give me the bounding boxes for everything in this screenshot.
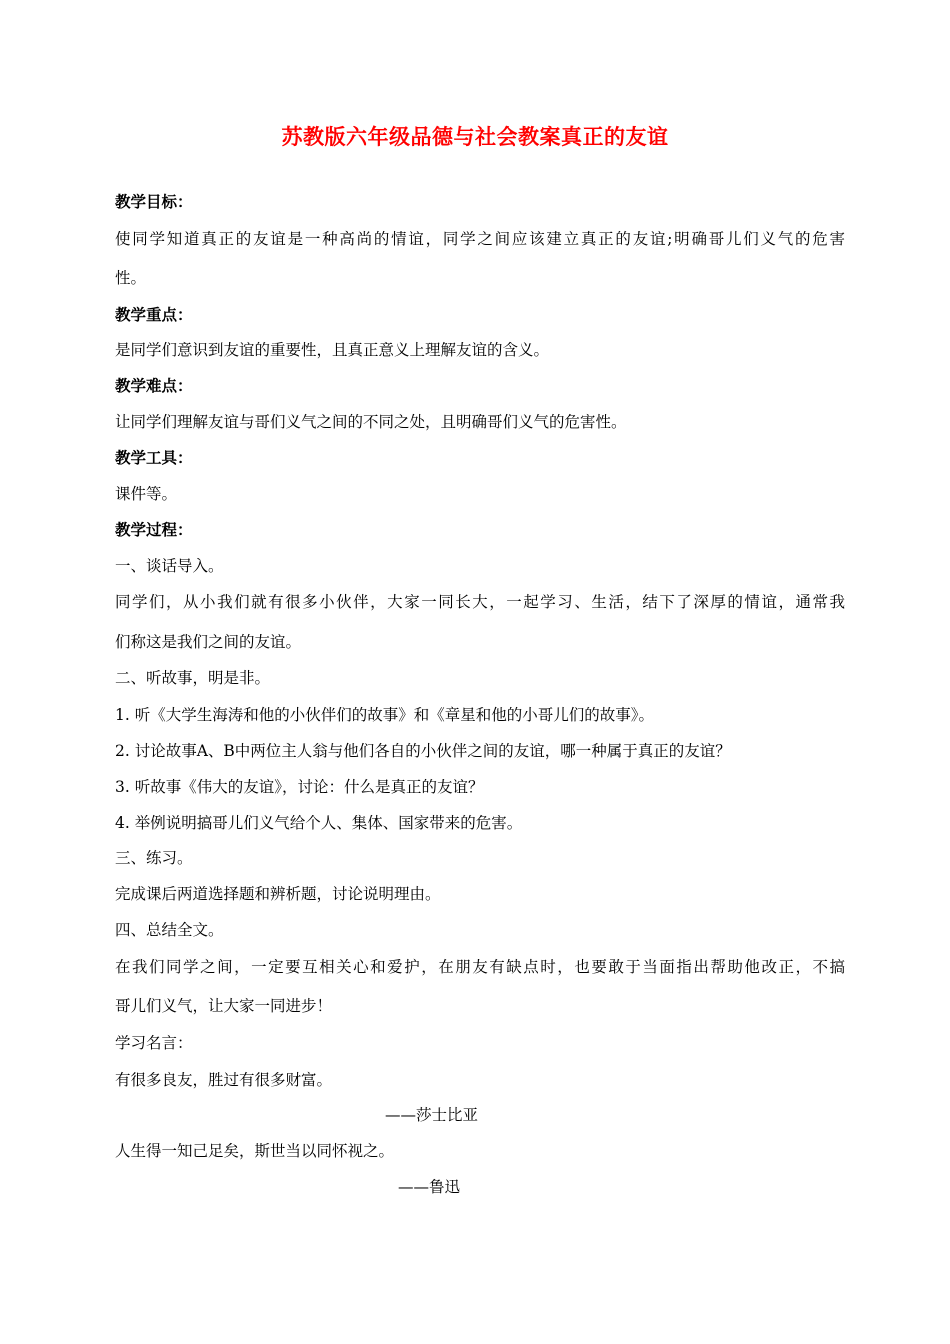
section4-text-line2: 哥儿们义气，让大家一同进步！ (115, 997, 333, 1015)
section1-text-line1: 同学们，从小我们就有很多小伙伴，大家一同长大，一起学习、生活，结下了深厚的情谊，通常我 (115, 593, 845, 611)
key-points-heading: 教学重点： (115, 305, 193, 324)
section2-item-4: 4. 举例说明搞哥儿们义气给个人、集体、国家带来的危害。 (115, 814, 523, 832)
section2-item-1: 1. 听《大学生海涛和他的小伙伴们的故事》和《章星和他的小哥儿们的故事》。 (115, 706, 654, 724)
section2-item-3: 3. 听故事《伟大的友谊》，讨论：什么是真正的友谊？ (115, 778, 484, 796)
section1-title: 一、谈话导入。 (115, 557, 224, 575)
objectives-heading: 教学目标： (115, 192, 193, 211)
section4-title: 四、总结全文。 (115, 921, 224, 939)
section2-item-2: 2. 讨论故事A、B中两位主人翁与他们各自的小伙伴之间的友谊，哪一种属于真正的友谊？ (115, 742, 731, 760)
tools-text: 课件等。 (115, 485, 178, 503)
section4-text-line1: 在我们同学之间，一定要互相关心和爱护，在朋友有缺点时，也要敢于当面指出帮助他改正，不搞 (115, 958, 845, 976)
tools-heading: 教学工具： (115, 448, 193, 467)
quote-1-text: 有很多良友，胜过有很多财富。 (115, 1071, 333, 1089)
objectives-text-line1: 使同学知道真正的友谊是一种高尚的情谊，同学之间应该建立真正的友谊;明确哥儿们义气的危害 (115, 230, 845, 248)
difficulties-heading: 教学难点： (115, 376, 193, 395)
quote-2-text: 人生得一知己足矣，斯世当以同怀视之。 (115, 1142, 395, 1160)
section3-title: 三、练习。 (115, 849, 193, 867)
section2-title: 二、听故事，明是非。 (115, 669, 271, 687)
process-heading: 教学过程： (115, 520, 193, 539)
quotes-heading: 学习名言： (115, 1034, 193, 1052)
key-points-text: 是同学们意识到友谊的重要性，且真正意义上理解友谊的含义。 (115, 341, 550, 359)
document-title: 苏教版六年级品德与社会教案真正的友谊 (281, 124, 669, 149)
objectives-text-line2: 性。 (115, 269, 147, 287)
quote-1-author: ——莎士比亚 (385, 1106, 479, 1124)
section1-text-line2: 们称这是我们之间的友谊。 (115, 633, 302, 651)
section3-text: 完成课后两道选择题和辨析题，讨论说明理由。 (115, 885, 441, 903)
quote-2-author: ——鲁迅 (398, 1178, 461, 1196)
difficulties-text: 让同学们理解友谊与哥们义气之间的不同之处，且明确哥们义气的危害性。 (115, 413, 627, 431)
